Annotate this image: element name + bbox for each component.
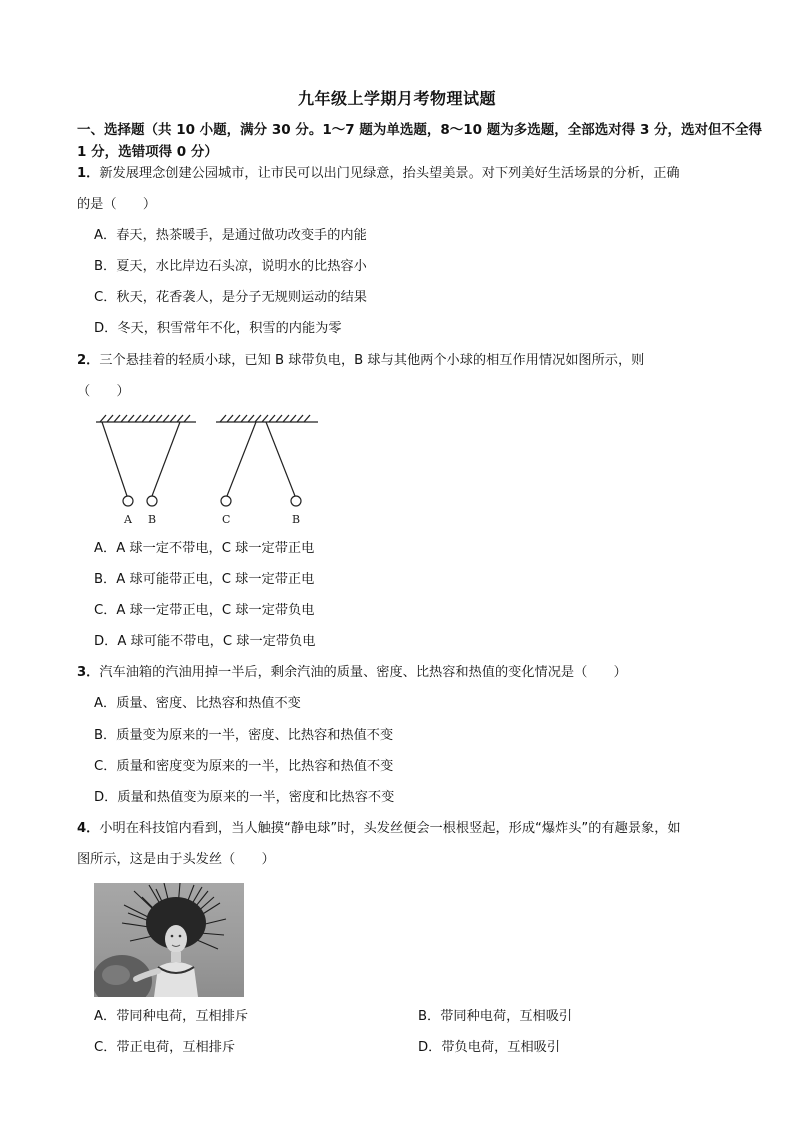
face [165, 925, 187, 953]
option-d: D．A 球可能不带电，C 球一定带负电 [94, 634, 316, 649]
string-b-right [266, 422, 295, 496]
option-b: B．带同种电荷，互相吸引 [418, 1009, 573, 1024]
left-support [96, 415, 196, 422]
label-c: C [222, 513, 231, 526]
label-b-left: B [148, 513, 157, 526]
option-c: C．秋天，花香袭人，是分子无规则运动的结果 [94, 290, 367, 305]
question-3-line1 [77, 663, 627, 683]
question-number: 3． [77, 665, 100, 680]
question-4-line2: 图所示，这是由于头发丝（ ） [77, 852, 275, 867]
ball-b-right [291, 496, 301, 506]
option-c: C．带正电荷，互相排斥 [94, 1040, 236, 1055]
question-2-line1 [77, 351, 644, 371]
option-a: A．A 球一定不带电，C 球一定带正电 [94, 541, 315, 556]
static-ball-photo [94, 883, 244, 997]
option-a: A．质量、密度、比热容和热值不变 [94, 696, 301, 711]
option-a: A．带同种电荷，互相排斥 [94, 1009, 249, 1024]
option-d: D．冬天，积雪常年不化，积雪的内能为零 [94, 321, 342, 336]
string-b-left [152, 422, 180, 496]
label-b-right: B [292, 513, 301, 526]
body [154, 962, 198, 997]
ball-b-left [147, 496, 157, 506]
question-stem: 小明在科技馆内看到，当人触摸“静电球”时，头发丝便会一根根竖起，形成“爆炸头”的有趣景象，如 [99, 821, 681, 836]
question-1-line1 [77, 164, 680, 184]
question-4-line1 [77, 819, 681, 839]
question-stem: 三个悬挂着的轻质小球，已知 B 球带负电，B 球与其他两个小球的相互作用情况如图所示，则 [99, 353, 645, 368]
option-c: C．质量和密度变为原来的一半，比热容和热值不变 [94, 759, 394, 774]
question-2-line2: （ ） [77, 384, 130, 399]
option-b: B．A 球可能带正电，C 球一定带正电 [94, 572, 315, 587]
ball-a [123, 496, 133, 506]
question-number: 1． [77, 166, 100, 181]
question-stem: 汽车油箱的汽油用掉一半后，剩余汽油的质量、密度、比热容和热值的变化情况是（ ） [99, 665, 627, 680]
string-a [102, 422, 127, 496]
option-d: D．带负电荷，互相吸引 [418, 1040, 561, 1055]
question-stem: 新发展理念创建公园城市，让市民可以出门见绿意，抬头望美景。对下列美好生活场景的分析，正确 [99, 166, 680, 181]
question-number: 2． [77, 353, 100, 368]
section-heading: 一、选择题（共 10 小题，满分 30 分。1～7 题为单选题，8～10 题为多选题，全部选对得 3 分，选对但不全得 1 分，选错项得 0 分） [77, 122, 763, 160]
option-d: D．质量和热值变为原来的一半，密度和比热容不变 [94, 790, 395, 805]
option-c: C．A 球一定带正电，C 球一定带负电 [94, 603, 315, 618]
option-b: B．质量变为原来的一半，密度、比热容和热值不变 [94, 728, 394, 743]
pendulum-figure [90, 410, 330, 530]
question-number: 4． [77, 821, 100, 836]
label-a: A [124, 513, 132, 526]
string-c [227, 422, 256, 496]
exam-title: 九年级上学期月考物理试题 [297, 89, 496, 108]
question-1-line2: 的是（ ） [77, 197, 157, 212]
ball-c [221, 496, 231, 506]
option-a: A．春天，热茶暖手，是通过做功改变手的内能 [94, 228, 367, 243]
right-support [216, 415, 318, 422]
option-b: B．夏天，水比岸边石头凉，说明水的比热容小 [94, 259, 367, 274]
